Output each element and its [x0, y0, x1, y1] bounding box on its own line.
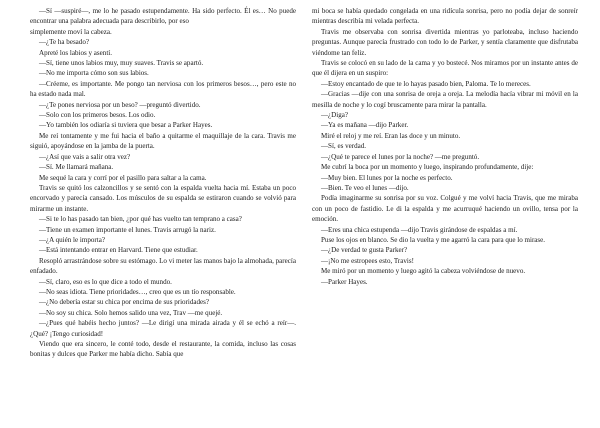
right-page-text	[312, 6, 578, 287]
paragraph: —Sí. Me llamará mañana.	[39, 163, 114, 172]
paragraph: —Eres una chica estupenda —dijo Travis girándose de espaldas a mí.	[321, 225, 518, 234]
paragraph: Travis se colocó en su lado de la cama y yo bostecé. Nos miramos por un instante antes de que él dijera en un suspiro:	[312, 59, 578, 78]
paragraph: —¿Te pones nerviosa por un beso? —preguntó divertido.	[39, 100, 201, 109]
paragraph: —Solo con los primeros besos. Los odio.	[39, 111, 156, 120]
paragraph: —Sí, es verdad.	[321, 142, 367, 151]
paragraph: —¿A quién le importa?	[39, 235, 105, 244]
paragraph: —No seas idiota. Tiene prioridades…, creo que es un tío responsable.	[39, 287, 236, 296]
left-page	[30, 6, 296, 424]
paragraph: Miré el reloj y me reí. Eran las doce y un minuto.	[321, 131, 461, 140]
paragraph: Travis se quitó los calzoncillos y se sentó con la espalda vuelta hacia mí. Estaba un poco encorvado y parecía cansado. Los músculos de su espalda se estiraron cuando se volvió para mirarme un instante.	[30, 183, 296, 213]
paragraph: —Si te lo has pasado tan bien, ¿por qué has vuelto tan temprano a casa?	[39, 215, 242, 224]
paragraph: —¿Pues qué habéis hecho juntos? —Le dirigí una mirada airada y él se echó a reír—. ¿Qué? ¡Tengo curiosidad!	[30, 319, 296, 338]
paragraph: —Yo también los odiaría si tuviera que besar a Parker Hayes.	[39, 121, 213, 130]
paragraph: —¿De verdad te gusta Parker?	[321, 246, 408, 255]
paragraph: —¿Diga?	[321, 111, 349, 120]
paragraph: —¿Así que vais a salir otra vez?	[39, 152, 131, 161]
paragraph: Apreté los labios y asentí.	[39, 48, 112, 57]
paragraph: —Tiene un examen importante el lunes. Travis arrugó la nariz.	[39, 225, 216, 234]
paragraph: Me reí tontamente y me fui hacia el baño a quitarme el maquillaje de la cara. Travis me siguió, apoyándose en la jamba de la puerta.	[30, 131, 296, 151]
paragraph: —Sí, tiene unos labios muy, muy suaves. Travis se apartó.	[39, 59, 204, 68]
paragraph: —Muy bien. El lunes por la noche es perfecto.	[321, 173, 453, 182]
paragraph: —Sí —suspiré—, me lo he pasado estupendamente. Ha sido perfecto. Él es… No puede encontrar una palabra adecuada para describirlo, por eso	[30, 7, 296, 26]
paragraph: Resopló arrastrándose sobre su estómago. Lo vi meter las manos bajo la almohada, parecía enfadado.	[30, 256, 296, 276]
paragraph: Travis me observaba con sonrisa divertida mientras yo parloteaba, incluso haciendo preguntas. Aunque parecía frustrado con todo lo de Parker, y sentía claramente que disfrutaba viéndome tan feliz.	[312, 27, 578, 57]
paragraph: —Está intentando entrar en Harvard. Tiene que estudiar.	[39, 246, 198, 255]
paragraph: —Gracias —dije con una sonrisa de oreja a oreja. La melodía hacía vibrar mi móvil en la mesilla de noche y lo cogí bruscamente para mirar la pantalla.	[312, 90, 578, 109]
right-page	[312, 6, 578, 424]
paragraph: —Ya es mañana —dijo Parker.	[321, 121, 409, 130]
paragraph: —No soy su chica. Solo hemos salido una vez, Trav —me quejé.	[39, 308, 223, 317]
paragraph: —¡No me estropees esto, Travis!	[321, 256, 414, 265]
paragraph: simplemente moví la cabeza.	[30, 27, 112, 36]
paragraph: Me sequé la cara y corrí por el pasillo para saltar a la cama.	[39, 173, 207, 182]
left-page-text	[30, 6, 296, 360]
paragraph: —Sí, claro, eso es lo que dice a todo el mundo.	[39, 277, 172, 286]
paragraph: —No me importa cómo son sus labios.	[39, 69, 149, 78]
paragraph: mi boca se había quedado congelada en una ridícula sonrisa, pero no podía dejar de sonreír mientras describía mi velada perfecta.	[312, 7, 578, 26]
paragraph: Viendo que era sincero, le conté todo, desde el restaurante, la comida, incluso las cosas bonitas y dulces que Parker me había dicho. Sabía que	[30, 340, 296, 359]
paragraph: —Bien. Te veo el lunes —dijo.	[321, 183, 409, 192]
paragraph: Me cubrí la boca por un momento y luego, inspirando profundamente, dije:	[321, 163, 534, 172]
paragraph: —Parker Hayes.	[321, 277, 368, 286]
paragraph: —Estoy encantado de que te lo hayas pasado bien, Paloma. Te lo mereces.	[321, 79, 531, 88]
paragraph: —¿No debería estar su chica por encima de sus prioridades?	[39, 298, 210, 307]
paragraph: —¿Qué te parece el lunes por la noche? —me preguntó.	[321, 152, 480, 161]
paragraph: Puse los ojos en blanco. Se dio la vuelta y me agarró la cara para que lo mirase.	[321, 235, 546, 244]
paragraph: —Créeme, es importante. Me pongo tan nerviosa con los primeros besos…, pero este no ha estado nada mal.	[30, 79, 296, 99]
paragraph: —¿Te ha besado?	[39, 38, 89, 47]
paragraph: Podía imaginarme su sonrisa por su voz. Colgué y me volví hacia Travis, que me miraba con un poco de fastidio. Le di la espalda y me acurruqué haciendo un ovillo, tensa por la emoción.	[312, 194, 578, 224]
paragraph: Me miró por un momento y luego agitó la cabeza volviéndose de nuevo.	[321, 267, 526, 276]
